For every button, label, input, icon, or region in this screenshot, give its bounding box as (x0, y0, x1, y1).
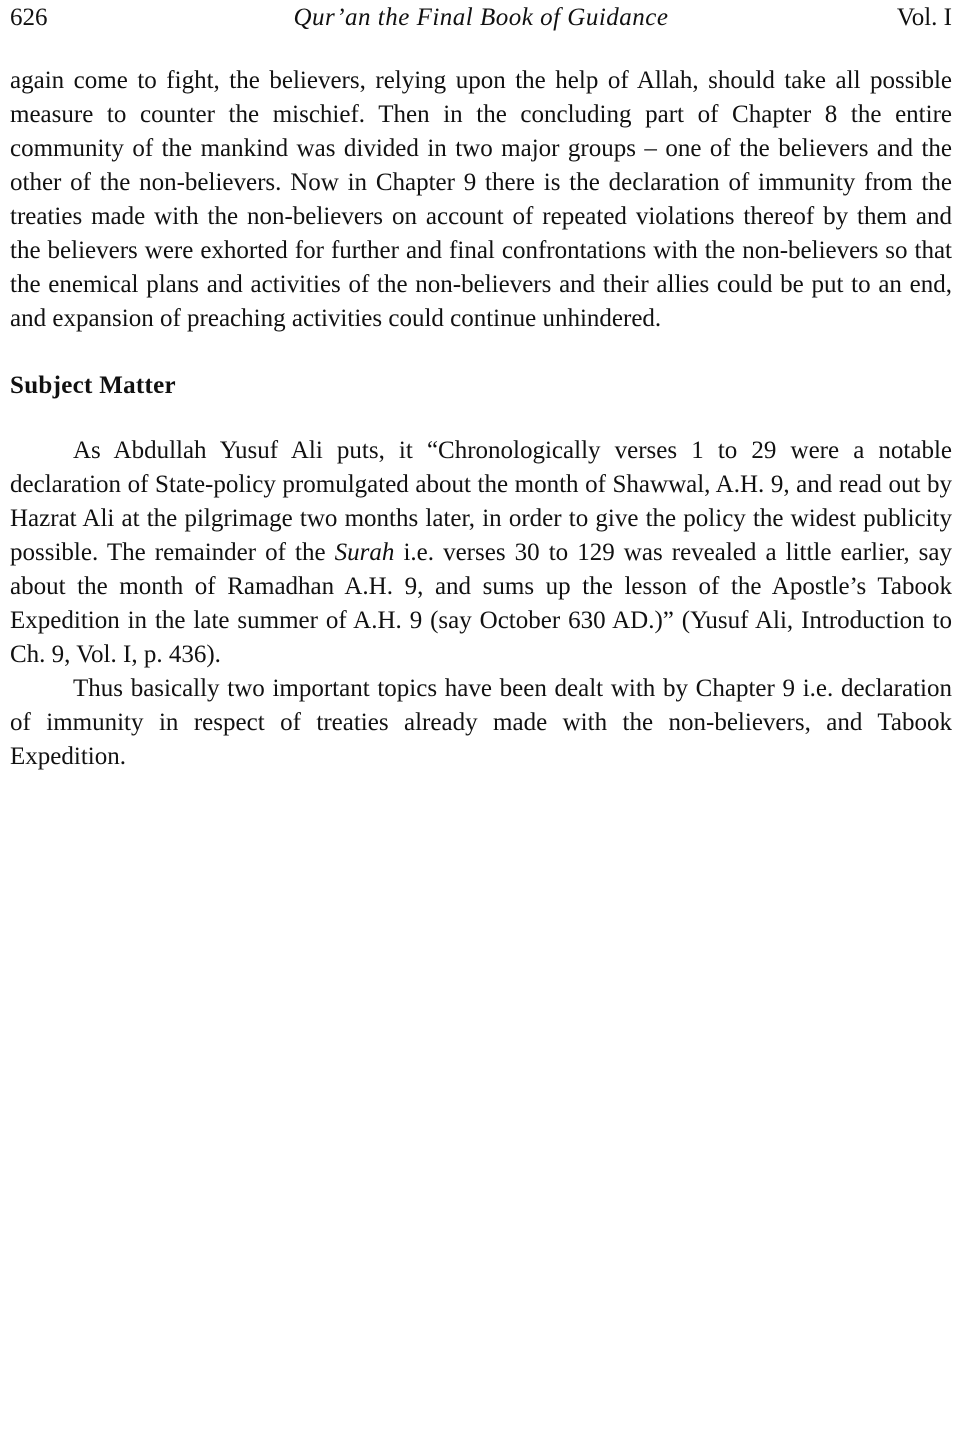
book-title: Qur’an the Final Book of Guidance (293, 4, 669, 31)
quote-text-part-2: i.e. verses 30 to 129 was revealed a little earlier, say about the month of Ramadhan A.H. 9, and sums up the lesson of the Apostle’s Tabook Expedition in the late summer of A.H. 9 (say October 630 AD.)” (Yusuf Ali, Introduction to Ch. 9, Vol. I, p. 436). (10, 539, 953, 668)
surah-italic: Surah (334, 539, 395, 566)
quote-text-part-1: As Abdullah Yusuf Ali puts, it “Chronologically verses 1 to 29 were a notable declaration of State-policy promulgated about the month of Shawwal, A.H. 9, and read out by Hazrat Ali at the pilgrimage two months later, in order to give the policy the widest publicity possible. The remainder of the (10, 437, 952, 566)
running-header (10, 0, 952, 40)
paragraph-yusuf-ali-quote (10, 434, 952, 672)
section-heading: Subject Matter (10, 372, 176, 399)
paragraph-summary: Thus basically two important topics have been dealt with by Chapter 9 i.e. declaration of immunity in respect of treaties already made with the non-believers, and Tabook Expedition. (10, 675, 952, 770)
paragraph-continuation: again come to fight, the believers, relying upon the help of Allah, should take all possible measure to counter the mischief. Then in the concluding part of Chapter 8 the entire community of the mankind was divided in two major groups – one of the believers and the other of the non-believers. Now in Chapter 9 there is the declaration of immunity from the treaties made with the non-believers on account of repeated violations thereof by them and the believers were exhorted for further and final confrontations with the non-believers so that the enemical plans and activities of the non-believers and their allies could be put to an end, and expansion of preaching activities could continue unhindered. (10, 67, 952, 332)
book-page (10, 0, 952, 774)
volume-label: Vol. I (896, 4, 952, 31)
page-number: 626 (10, 4, 48, 31)
